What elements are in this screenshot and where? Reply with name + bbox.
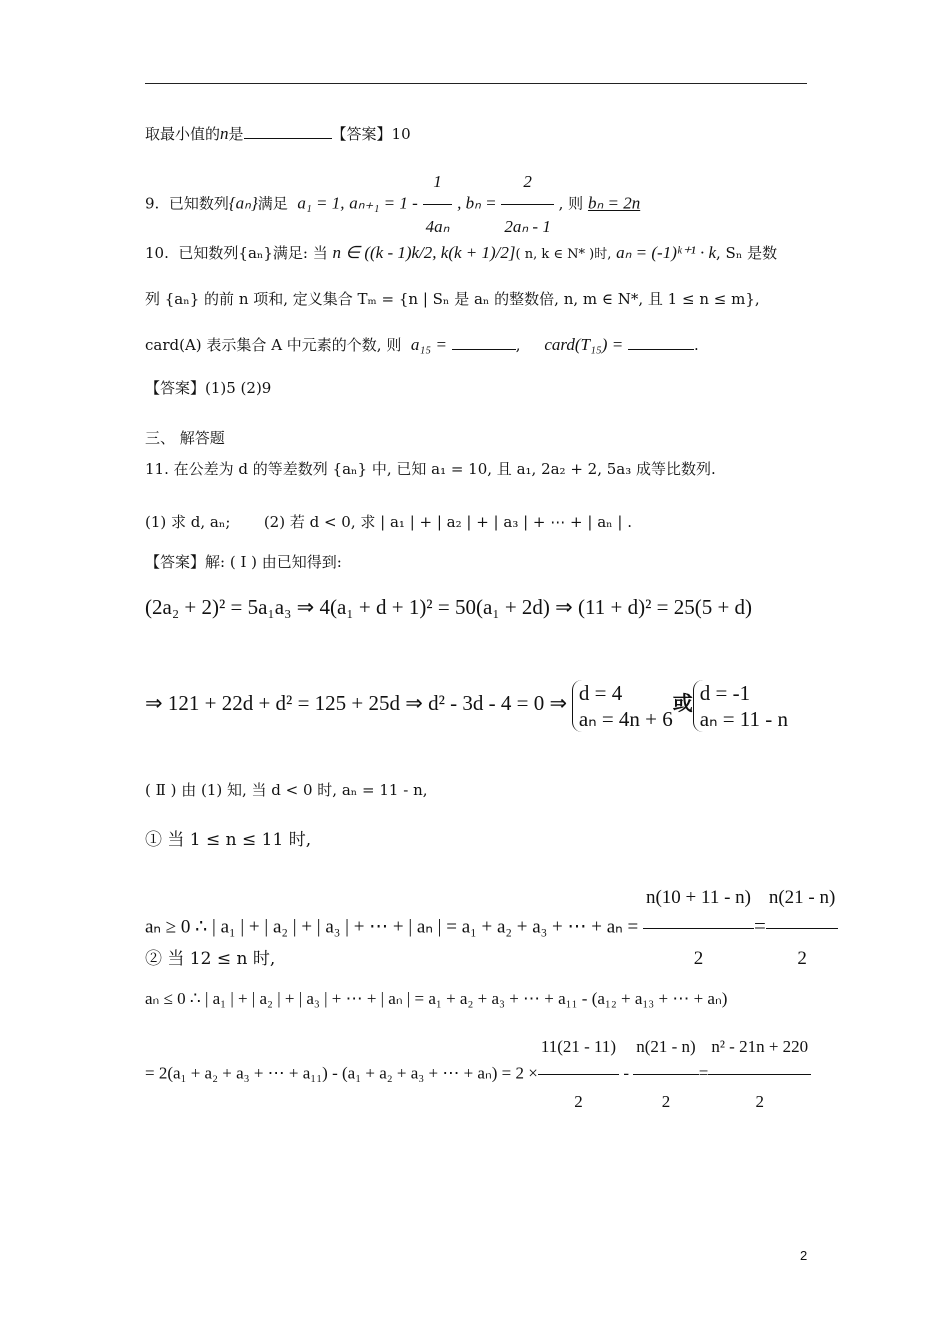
question-11-parts: (1) 求 d, aₙ; (2) 若 d < 0, 求 | a₁ | + | a₂ | + | a₃ | + ⋯ + | aₙ | . (145, 513, 632, 531)
q9-answer: bₙ = 2n (587, 193, 641, 213)
case-1-equation: aₙ ≥ 0 ∴ | a₁ | + | a₂ | + | a₃ | + ⋯ + | aₙ | = a₁ + a₂ + a₃ + ⋯ + aₙ = $\frac{n(10 + 11 - n)}{2}$ = $\frac{n(21 - n)}{2}$ (145, 868, 838, 928)
case-2-equation-2: = 2(a₁ + a₂ + a₃ + ⋯ + a₁₁) - (a₁ + a₂ + a₃ + ⋯ + aₙ) = 2 × $\frac{11(21 - 11)}{2}$ - $\frac{n(21 - n)}{2}$ = $\frac{\text{n² - 21n + 220}}{2}$ (145, 1020, 811, 1074)
page-number: 2 (800, 1248, 808, 1263)
q8-tail: 取最小值的n是 【答案】10 (145, 124, 411, 143)
question-9: 9. 已知数列{aₙ}满足 a₁ = 1, aₙ₊₁ = 1 - $\frac{1}{\text{4aₙ}}$ , bₙ = $\frac{2}{\text{2aₙ - 1}}$ , 则 bₙ = 2n (145, 160, 640, 204)
question-11: 11. 在公差为 d 的等差数列 {aₙ} 中, 已知 a₁ = 10, 且 a₁, 2a₂ + 2, 5a₃ 成等比数列. (145, 460, 716, 478)
section-heading: 三、 解答题 (145, 429, 225, 447)
case-1-heading: ① 当 1 ≤ n ≤ 11 时, (145, 830, 312, 850)
equation-1: (2a₂ + 2)² = 5a₁a₃ ⇒ 4(a₁ + d + 1)² = 50(a₁ + 2d) ⇒ (11 + d)² = 25(5 + d) (145, 595, 753, 619)
answer-label: 【答案】10 (331, 125, 411, 143)
question-10-line2: 列 {aₙ} 的前 n 项和, 定义集合 Tₘ = {n | Sₙ 是 aₙ 的整数倍, n, m ∈ N*, 且 1 ≤ n ≤ m}, (145, 290, 760, 308)
equation-2: ⇒ 121 + 22d + d² = 125 + 25d ⇒ d² - 3d - 4 = 0 ⇒ d = 4 aₙ = 4n + 6 或 d = -1 aₙ = 11 - n (145, 681, 788, 731)
case-2-heading: ② 当 12 ≤ n 时, (145, 949, 276, 969)
question-10-answer: 【答案】(1)5 (2)9 (145, 379, 272, 397)
part-2: ( Ⅱ ) 由 (1) 知, 当 d < 0 时, aₙ = 11 - n, (145, 781, 428, 799)
answer-intro: 【答案】解: ( Ⅰ ) 由已知得到: (145, 553, 342, 571)
case-2-equation-1: aₙ ≤ 0 ∴ | a₁ | + | a₂ | + | a₃ | + ⋯ + | aₙ | = a₁ + a₂ + a₃ + ⋯ + a₁₁ - (a₁₂ + a₁₃ + ⋯ + aₙ) (145, 989, 728, 1008)
question-10-line1: 10. 已知数列{aₙ}满足: 当 n ∈ ((k - 1)k/2, k(k + 1)/2]( n, k ∈ N* )时, aₙ = (-1)ᵏ⁺¹ · k, Sₙ 是数 (145, 243, 778, 262)
question-10-line3: card(A) 表示集合 A 中元素的个数, 则 a₁₅ = , card(T₁₅) = . (145, 335, 699, 354)
header-rule (145, 83, 807, 84)
